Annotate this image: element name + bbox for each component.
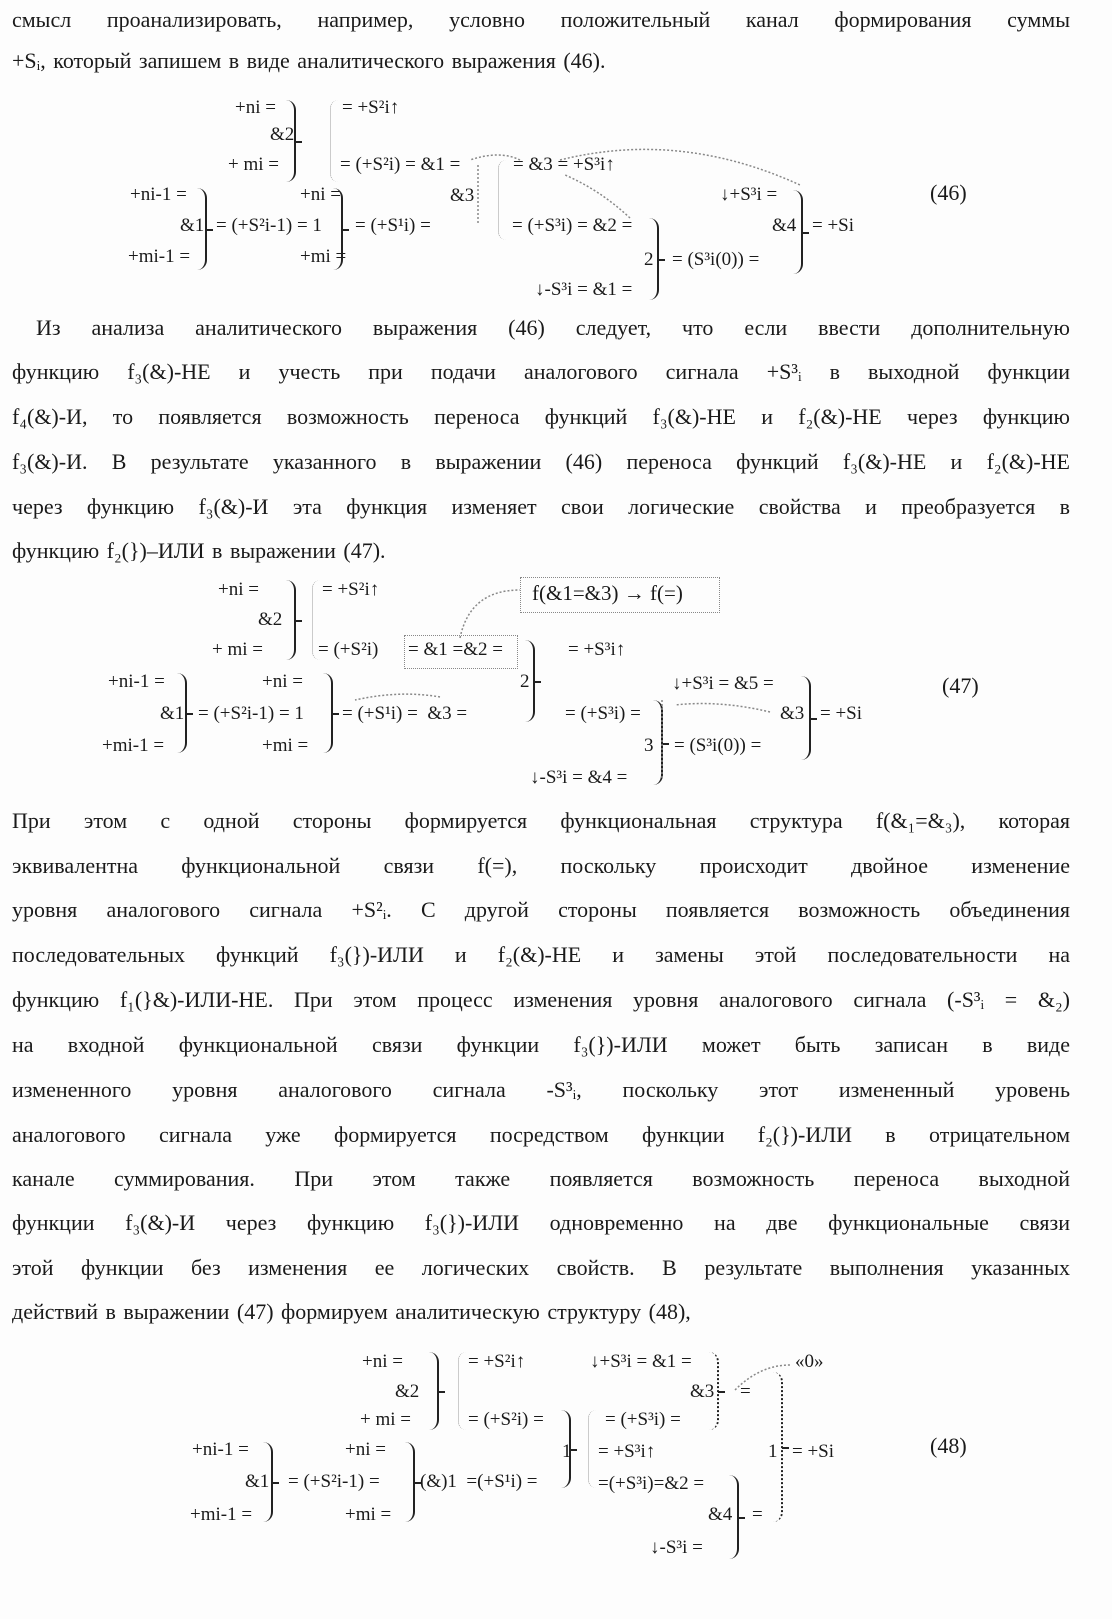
formula-term: = (+S²i) =: [468, 1410, 544, 1430]
formula-term: + mi =: [228, 155, 279, 175]
formula-term: = +S²i↑: [342, 98, 399, 118]
formula-term: ↓-S³i =: [650, 1538, 703, 1558]
formula-term: = (S³i(0)) =: [672, 250, 759, 270]
brace: [588, 1410, 598, 1488]
brace: [458, 1352, 468, 1430]
text-line: последовательных функций f₃(})-ИЛИ и f₂(&)-НЕ и замены этой последовательности на: [12, 942, 1070, 968]
formula-term: =: [740, 1382, 751, 1402]
brace: [176, 673, 187, 753]
formula-term: +ni =: [262, 672, 303, 692]
text-line: действий в выражении (47) формируем аналитическую структуру (48),: [12, 1299, 1070, 1325]
formula-term: +ni =: [345, 1440, 386, 1460]
text-line: на входной функциональной связи функции f₃(})-ИЛИ может быть записан в виде: [12, 1032, 1070, 1058]
text-line: функцию f₃(&)-НЕ и учесть при подачи аналогового сигнала +S³ᵢ в выходной функции: [12, 359, 1070, 385]
formula-term: 2: [520, 672, 530, 692]
formula-term: ↓+S³i = &5 =: [672, 674, 774, 694]
brace: [322, 673, 333, 753]
formula-term: +mi =: [300, 247, 346, 267]
formula-term: (&)1 =(+S¹i) =: [420, 1472, 538, 1492]
formula-term: +ni-1 =: [130, 185, 187, 205]
formula-term: = +S³i↑: [568, 640, 625, 660]
text-line: функцию f₁(}&)-ИЛИ-НЕ. При этом процесс изменения уровня аналогового сигнала (-S³ᵢ = &₂): [12, 987, 1070, 1013]
formula-term: +mi =: [345, 1505, 391, 1525]
text-line: измененного уровня аналогового сигнала -S³ᵢ, поскольку этот измененный уровень: [12, 1077, 1070, 1103]
formula-term: = &3 = +S³i↑: [513, 155, 615, 175]
formula-term: = (+S³i) =: [605, 1410, 681, 1430]
formula-term: 3: [644, 736, 654, 756]
brace: [708, 1352, 719, 1430]
brace: [498, 160, 508, 240]
brace: [196, 188, 207, 270]
formula-term: 1: [562, 1442, 572, 1462]
document-page: [0, 0, 1112, 1619]
brace: [285, 100, 296, 182]
formula-term: =(+S³i)=&2 =: [598, 1474, 704, 1494]
formula-term: &1: [245, 1472, 269, 1492]
text-line: аналогового сигнала уже формируется посредством функции f₂(})-ИЛИ в отрицательном: [12, 1122, 1070, 1148]
equation-number: (48): [930, 1436, 967, 1456]
formula-term: ↓+S³i =: [720, 185, 777, 205]
formula-term: &4: [708, 1505, 732, 1525]
formula-term: &3: [450, 186, 474, 206]
formula-term: &2: [270, 125, 294, 145]
formula-term: ↓-S³i = &4 =: [530, 768, 627, 788]
brace: [652, 700, 663, 785]
dotted-arrow: [565, 175, 630, 218]
formula-term: = (+S³i) =: [565, 704, 641, 724]
brace: [330, 100, 340, 182]
formula-term: +ni =: [235, 98, 276, 118]
formula-term: &1: [160, 704, 184, 724]
formula-term: + mi =: [212, 640, 263, 660]
formula-term: = (+S²i): [318, 640, 378, 660]
formula-term: + mi =: [360, 1410, 411, 1430]
brace: [428, 1352, 439, 1430]
formula-term: &4: [772, 216, 796, 236]
formula-term: = (+S³i) = &2 =: [512, 216, 632, 236]
formula-term: +mi-1 =: [128, 247, 190, 267]
formula-term: = &1 =&2 =: [408, 640, 503, 660]
formula-term: =: [752, 1505, 763, 1525]
formula-term: &3: [780, 704, 804, 724]
formula-term: +ni =: [218, 580, 259, 600]
formula-term: = (+S²i-1) = 1: [198, 704, 304, 724]
brace: [728, 1475, 739, 1559]
text-line: канале суммирования. При этом также появляется возможность переноса выходной: [12, 1166, 1070, 1192]
formula-term: = +Si: [792, 1442, 834, 1462]
text-line: При этом с одной стороны формируется функциональная структура f(&₁=&₃), которая: [12, 808, 1070, 834]
formula-term: 1: [768, 1442, 778, 1462]
text-line: Из анализа аналитического выражения (46) следует, что если ввести дополнительную: [36, 315, 1070, 341]
text-line: f₄(&)-И, то появляется возможность переноса функций f₃(&)-НЕ и f₂(&)-НЕ через функцию: [12, 404, 1070, 430]
formula-term: = (S³i(0)) =: [674, 736, 761, 756]
formula-term: &2: [395, 1382, 419, 1402]
brace: [792, 190, 803, 274]
formula-term: ↓+S³i = &1 =: [590, 1352, 692, 1372]
brace: [285, 580, 296, 660]
dotted-arrow: [355, 694, 440, 700]
dotted-arrow: [460, 590, 520, 638]
formula-term: +ni-1 =: [192, 1440, 249, 1460]
text-line: +Sᵢ, который запишем в виде аналитического выражения (46).: [12, 48, 1070, 74]
formula-term: = (+S²i-1) = 1: [216, 216, 322, 236]
text-line: f₃(&)-И. В результате указанного в выражении (46) переноса функций f₃(&)-НЕ и f₂(&)-НЕ: [12, 449, 1070, 475]
text-line: эквивалентна функциональной связи f(=), поскольку происходит двойное изменение: [12, 853, 1070, 879]
formula-term: &2: [258, 610, 282, 630]
brace: [800, 676, 811, 760]
formula-term: = (+S¹i) =: [355, 216, 431, 236]
equation-number: (46): [930, 183, 967, 203]
formula-term: +ni =: [362, 1352, 403, 1372]
formula-term: = +S²i↑: [468, 1352, 525, 1372]
brace: [404, 1442, 415, 1522]
text-line: через функцию f₃(&)-И эта функция изменяет свои логические свойства и преобразуется в: [12, 494, 1070, 520]
brace: [332, 188, 343, 270]
brace: [262, 1442, 273, 1522]
dotted-arrow: [675, 704, 770, 712]
text-line: уровня аналогового сигнала +S²ᵢ. С другой стороны появляется возможность объединения: [12, 897, 1070, 923]
formula-term: +ni =: [300, 185, 341, 205]
formula-term: f(&1=&3) → f(=): [532, 583, 683, 603]
formula-term: +mi-1 =: [190, 1505, 252, 1525]
formula-term: = +S²i↑: [322, 580, 379, 600]
formula-term: = +Si: [812, 216, 854, 236]
formula-term: ↓-S³i = &1 =: [535, 280, 632, 300]
formula-term: = (+S¹i) = &3 =: [342, 704, 467, 724]
text-line: этой функции без изменения ее логических свойств. В результате выполнения указанных: [12, 1255, 1070, 1281]
formula-term: &3: [690, 1382, 714, 1402]
formula-term: «0»: [795, 1352, 824, 1372]
equation-number: (47): [942, 676, 979, 696]
formula-term: +mi-1 =: [102, 736, 164, 756]
formula-term: = +S³i↑: [598, 1442, 655, 1462]
formula-term: = (+S²i) = &1 =: [340, 155, 460, 175]
text-line: смысл проанализировать, например, условно положительный канал формирования суммы: [12, 7, 1070, 33]
formula-term: +mi =: [262, 736, 308, 756]
formula-term: = (+S²i-1) =: [288, 1472, 380, 1492]
text-line: функции f₃(&)-И через функцию f₃(})-ИЛИ одновременно на две функциональные связи: [12, 1210, 1070, 1236]
formula-term: = +Si: [820, 704, 862, 724]
formula-term: &1: [180, 216, 204, 236]
formula-term: 2: [644, 250, 654, 270]
text-line: функцию f₂(})–ИЛИ в выражении (47).: [12, 538, 1070, 564]
formula-term: +ni-1 =: [108, 672, 165, 692]
